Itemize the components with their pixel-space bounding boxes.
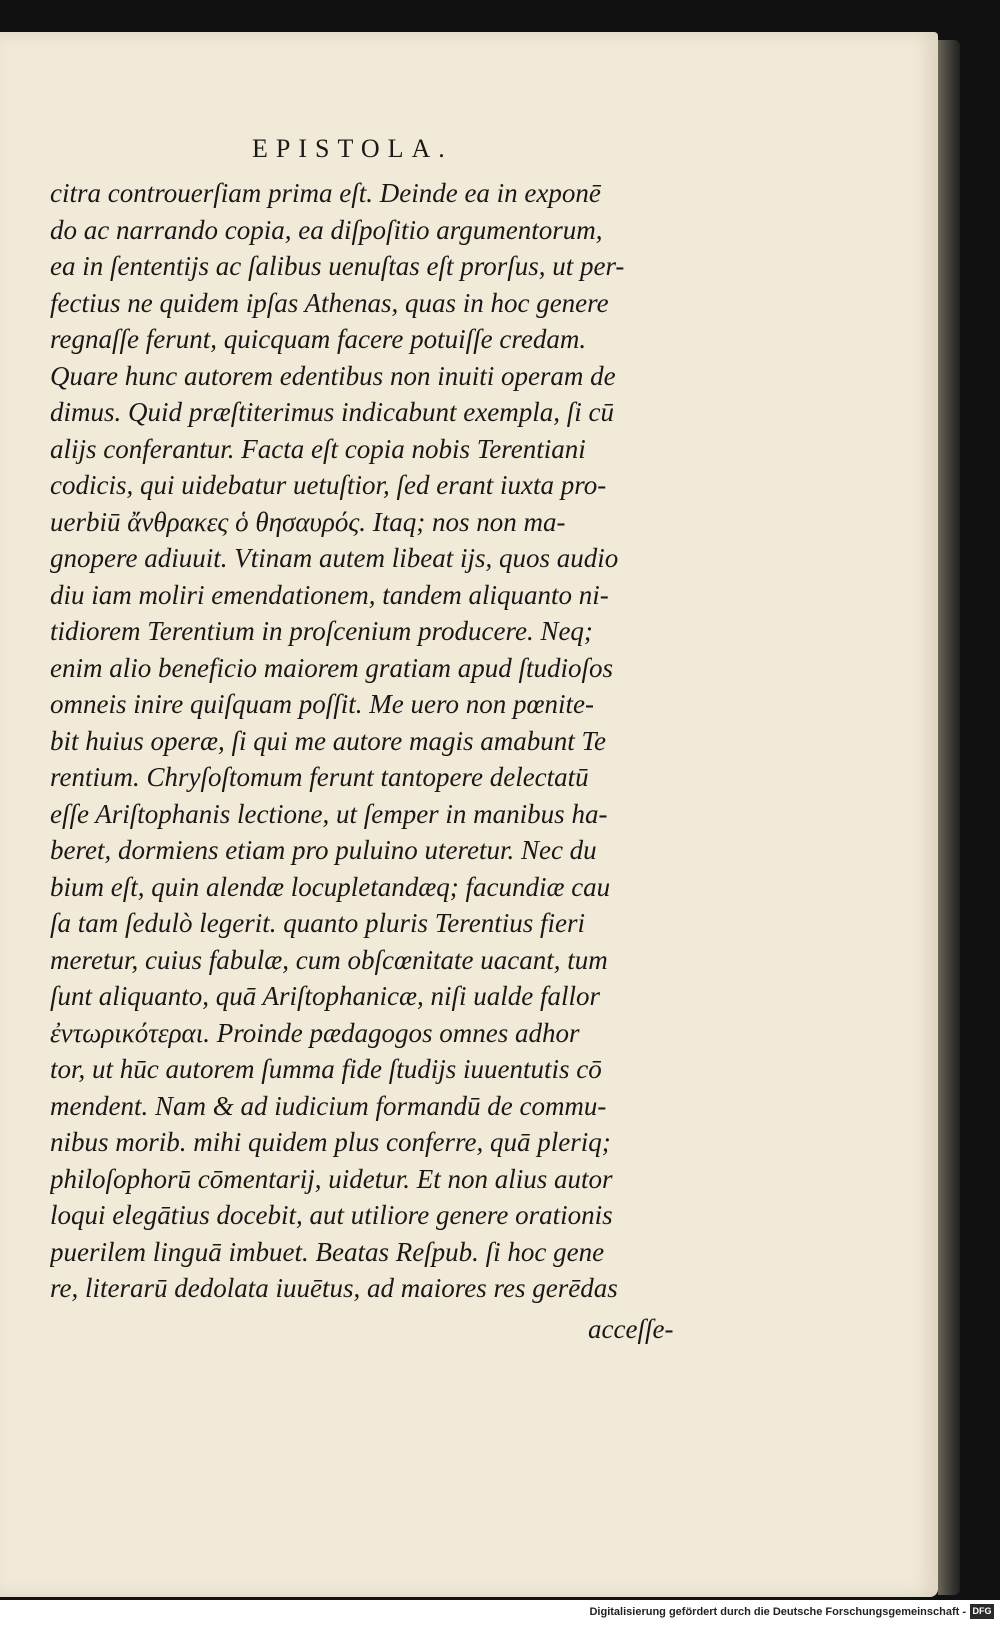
catchword: acceſſe- <box>588 1314 674 1344</box>
text-line: philoſophorū cōmentarij, uidetur. Et non alius autor <box>50 1163 613 1194</box>
text-line: alijs conferantur. Facta eſt copia nobis Terentiani <box>50 433 586 464</box>
text-line: uerbiū ἄνθρακες ὁ θησαυρός. Itaq; nos non ma- <box>50 506 566 537</box>
text-line: ſa tam ſedulò legerit. quanto pluris Terentius fieri <box>50 908 586 938</box>
running-head: EPISTOLA. <box>252 134 453 163</box>
text-line: rentium. Chryſoſtomum ferunt tantopere delectatū <box>50 762 589 792</box>
text-block <box>50 175 690 1307</box>
text-line: ea in ſententijs ac ſalibus uenuſtas eſt prorſus, ut per- <box>50 251 625 281</box>
text-line: codicis, qui uidebatur uetuſtior, ſed erant iuxta pro- <box>50 470 607 500</box>
dfg-logo: DFG <box>970 1604 994 1619</box>
text-line: loqui elegātius docebit, aut utiliore genere orationis <box>50 1200 613 1230</box>
text-line: bium eſt, quin alendæ locupletandæq; facundiæ cau <box>50 871 611 902</box>
text-line: do ac narrando copia, ea diſpoſitio argumentorum, <box>50 214 603 245</box>
text-line: fectius ne quidem ipſas Athenas, quas in hoc genere <box>50 287 609 318</box>
funding-credit: Digitalisierung gefördert durch die Deutsche Forschungsgemeinschaft - <box>589 1606 966 1618</box>
text-line: citra controuerſiam prima eſt. Deinde ea in exponē <box>50 178 601 208</box>
text-line: beret, dormiens etiam pro puluino uteretur. Nec du <box>50 835 597 865</box>
text-line: ἐντωρικότεραι. Proinde pædagogos omnes adhor <box>50 1017 580 1048</box>
text-line: re, literarū dedolata iuuētus, ad maiores res gerēdas <box>50 1273 618 1303</box>
text-line: regnaſſe ferunt, quicquam facere potuiſſe credam. <box>50 324 587 354</box>
text-line: bit huius operæ, ſi qui me autore magis amabunt Te <box>50 725 607 756</box>
book-page <box>0 32 938 1597</box>
text-line: omneis inire quiſquam poſſit. Me uero non pœnite- <box>50 689 594 719</box>
page-edge <box>938 40 960 1595</box>
text-line: tor, ut hūc autorem ſumma fide ſtudijs iuuentutis cō <box>50 1054 602 1084</box>
text-line: dimus. Quid præſtiterimus indicabunt exempla, ſi cū <box>50 397 614 427</box>
text-line: mendent. Nam & ad iudicium formandū de commu- <box>50 1090 607 1121</box>
text-line: nibus morib. mihi quidem plus conferre, quā pleriq; <box>50 1127 611 1157</box>
text-line: gnopere adiuuit. Vtinam autem libeat ijs, quos audio <box>50 543 619 573</box>
text-line: meretur, cuius fabulæ, cum obſcœnitate uacant, tum <box>50 944 608 975</box>
text-line: eſſe Ariſtophanis lectione, ut ſemper in manibus ha- <box>50 798 608 829</box>
text-line: puerilem linguā imbuet. Beatas Reſpub. ſi hoc gene <box>50 1236 605 1267</box>
text-line: ſunt aliquanto, quā Ariſtophanicæ, niſi ualde fallor <box>50 981 601 1011</box>
text-line: enim alio beneficio maiorem gratiam apud ſtudioſos <box>50 652 613 683</box>
text-line: Quare hunc autorem edentibus non inuiti operam de <box>50 360 616 391</box>
text-line: tidiorem Terentium in proſcenium producere. Neq; <box>50 616 593 646</box>
text-line: diu iam moliri emendationem, tandem aliquanto ni- <box>50 579 609 610</box>
